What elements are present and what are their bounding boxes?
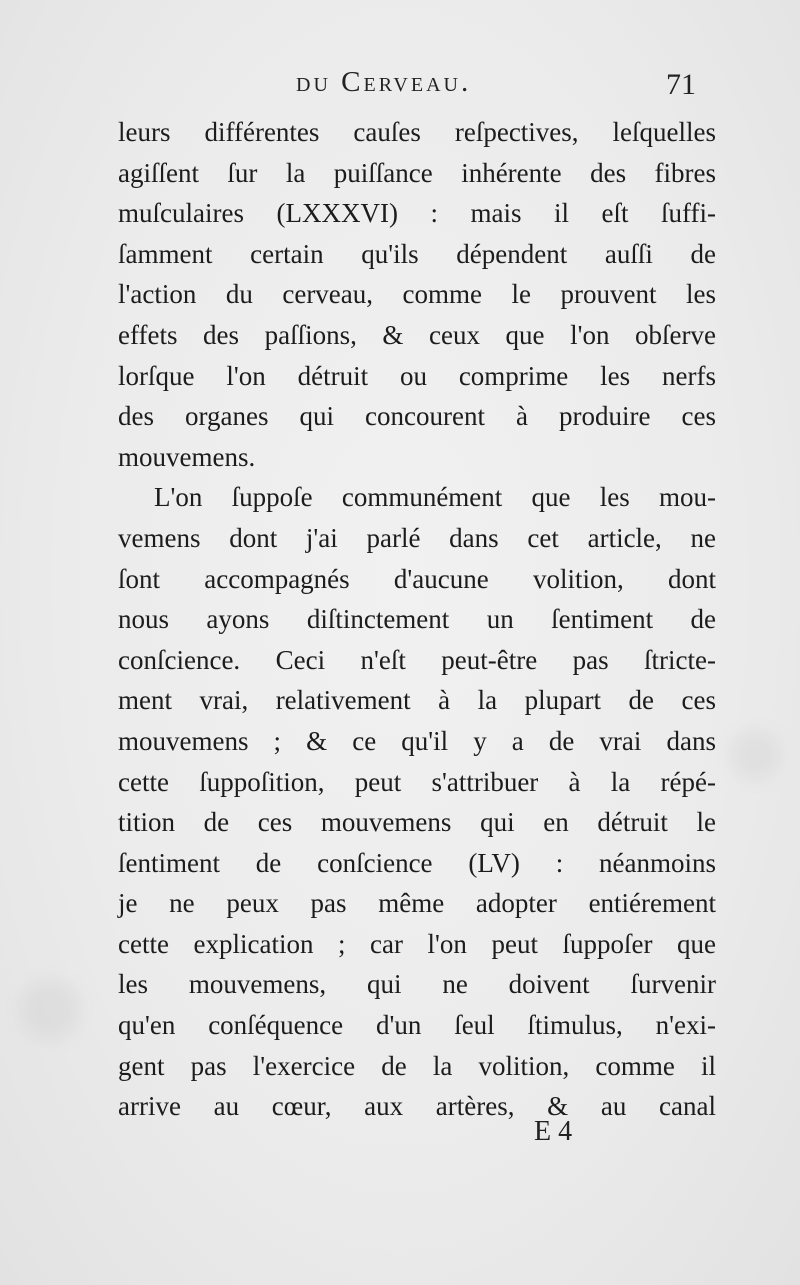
running-title: du Cerveau. [296,66,472,98]
text-line: agiſſent ſur la puiſſance inhérente des fibres [118,157,716,188]
text-line: effets des paſſions, & ceux que l'on obſerve [118,319,716,350]
text-line: vemens dont j'ai parlé dans cet article, ne [118,522,716,553]
text-line: conſcience. Ceci n'eſt peut-être pas ſtricte- [118,644,716,675]
text-line: je ne peux pas même adopter entiérement [118,888,716,919]
page-stain [20,980,80,1040]
signature-mark: E 4 [534,1116,573,1147]
text-line: tition de ces mouvemens qui en détruit le [118,807,716,838]
text-line: mouvemens. [118,441,256,472]
text-line: L'on ſuppoſe communément que les mou- [154,482,716,513]
page-stain [730,730,780,780]
text-line: les mouvemens, qui ne doivent ſurvenir [118,969,716,1000]
text-line: arrive au cœur, aux artères, & au canal [118,1091,716,1122]
text-line: des organes qui concourent à produire ces [118,401,716,432]
text-line: qu'en conſéquence d'un ſeul ſtimulus, n'exi- [118,1010,716,1041]
text-line: ſentiment de conſcience (LV) : néanmoins [118,847,716,878]
text-line: muſculaires (LXXXVI) : mais il eſt ſuffi- [118,198,716,229]
text-body [118,112,716,1127]
text-line: cette explication ; car l'on peut ſuppoſer que [118,928,716,959]
text-line: l'action du cerveau, comme le prouvent les [118,279,716,310]
text-line: ment vrai, relativement à la plupart de ces [118,685,716,716]
text-line: nous ayons diſtinctement un ſentiment de [118,604,716,635]
text-line: lorſque l'on détruit ou comprime les nerfs [118,360,716,391]
running-head [0,66,800,110]
text-line: gent pas l'exercice de la volition, comme il [118,1050,716,1081]
text-line: ſamment certain qu'ils dépendent auſſi de [118,238,716,269]
text-line: cette ſuppoſition, peut s'attribuer à la répé- [118,766,716,797]
page-number: 71 [666,68,696,101]
text-line: ſont accompagnés d'aucune volition, dont [118,563,716,594]
text-line: leurs différentes cauſes reſpectives, leſquelles [118,117,716,147]
text-line: mouvemens ; & ce qu'il y a de vrai dans [118,725,716,756]
